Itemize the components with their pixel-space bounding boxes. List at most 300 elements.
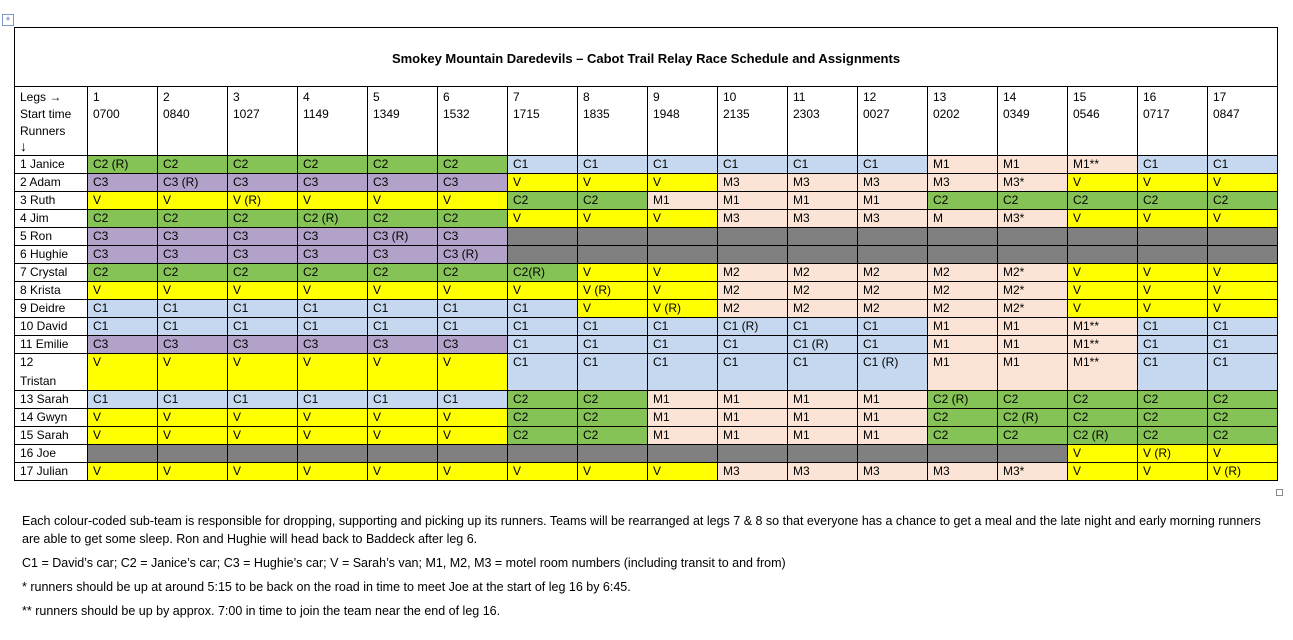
assignment-cell[interactable]: C3 bbox=[298, 174, 368, 192]
assignment-cell[interactable]: C1 bbox=[718, 156, 788, 174]
assignment-cell[interactable]: V bbox=[1068, 445, 1138, 463]
assignment-cell[interactable]: C1 bbox=[88, 318, 158, 336]
assignment-cell[interactable]: C2 bbox=[1208, 409, 1278, 427]
assignment-cell[interactable]: V bbox=[228, 427, 298, 445]
assignment-cell[interactable]: M1 bbox=[788, 409, 858, 427]
assignment-cell[interactable]: C3 bbox=[88, 336, 158, 354]
assignment-cell[interactable]: M2 bbox=[928, 264, 998, 282]
assignment-cell[interactable]: C1 bbox=[648, 156, 718, 174]
assignment-cell[interactable]: M1 bbox=[718, 391, 788, 409]
assignment-cell[interactable]: C2(R) bbox=[508, 264, 578, 282]
assignment-cell[interactable]: V bbox=[1068, 210, 1138, 228]
assignment-cell[interactable]: C2 bbox=[88, 210, 158, 228]
assignment-cell[interactable]: V bbox=[368, 427, 438, 445]
assignment-cell[interactable] bbox=[858, 228, 928, 246]
assignment-cell[interactable]: C2 bbox=[438, 210, 508, 228]
assignment-cell[interactable]: V bbox=[88, 282, 158, 300]
assignment-cell[interactable]: V bbox=[438, 409, 508, 427]
assignment-cell[interactable]: V bbox=[88, 427, 158, 445]
assignment-cell[interactable]: V bbox=[1208, 210, 1278, 228]
assignment-cell[interactable]: V bbox=[228, 354, 298, 391]
assignment-cell[interactable]: M3 bbox=[788, 463, 858, 481]
assignment-cell[interactable] bbox=[858, 445, 928, 463]
assignment-cell[interactable]: M2 bbox=[858, 300, 928, 318]
assignment-cell[interactable]: C2 bbox=[158, 264, 228, 282]
assignment-cell[interactable]: M3* bbox=[998, 463, 1068, 481]
assignment-cell[interactable]: M1** bbox=[1068, 336, 1138, 354]
assignment-cell[interactable]: M2 bbox=[858, 282, 928, 300]
assignment-cell[interactable]: C2 bbox=[1068, 192, 1138, 210]
assignment-cell[interactable]: M3 bbox=[718, 210, 788, 228]
assignment-cell[interactable]: M2 bbox=[788, 264, 858, 282]
assignment-cell[interactable]: C2 bbox=[508, 409, 578, 427]
assignment-cell[interactable]: C1 bbox=[1208, 336, 1278, 354]
assignment-cell[interactable]: M3 bbox=[928, 174, 998, 192]
assignment-cell[interactable]: V bbox=[1208, 282, 1278, 300]
assignment-cell[interactable]: V bbox=[438, 192, 508, 210]
assignment-cell[interactable]: C1 bbox=[788, 156, 858, 174]
assignment-cell[interactable]: M1 bbox=[928, 354, 998, 391]
assignment-cell[interactable]: C3 bbox=[228, 174, 298, 192]
assignment-cell[interactable]: M1 bbox=[788, 192, 858, 210]
assignment-cell[interactable]: V bbox=[298, 354, 368, 391]
assignment-cell[interactable]: C1 bbox=[158, 318, 228, 336]
assignment-cell[interactable]: C2 bbox=[508, 391, 578, 409]
assignment-cell[interactable]: V bbox=[438, 282, 508, 300]
assignment-cell[interactable]: C3 bbox=[298, 246, 368, 264]
assignment-cell[interactable]: M1 bbox=[998, 156, 1068, 174]
assignment-cell[interactable]: C3 bbox=[88, 228, 158, 246]
assignment-cell[interactable]: C2 bbox=[368, 156, 438, 174]
assignment-cell[interactable]: M2* bbox=[998, 282, 1068, 300]
assignment-cell[interactable]: V bbox=[88, 463, 158, 481]
assignment-cell[interactable]: C1 bbox=[858, 156, 928, 174]
assignment-cell[interactable]: V bbox=[88, 192, 158, 210]
assignment-cell[interactable]: C3 bbox=[228, 228, 298, 246]
assignment-cell[interactable]: M1 bbox=[788, 391, 858, 409]
assignment-cell[interactable]: V bbox=[158, 463, 228, 481]
assignment-cell[interactable]: C1 (R) bbox=[858, 354, 928, 391]
assignment-cell[interactable]: M1 bbox=[858, 391, 928, 409]
assignment-cell[interactable]: C2 (R) bbox=[88, 156, 158, 174]
assignment-cell[interactable] bbox=[788, 445, 858, 463]
assignment-cell[interactable] bbox=[1068, 228, 1138, 246]
assignment-cell[interactable] bbox=[998, 228, 1068, 246]
assignment-cell[interactable] bbox=[998, 246, 1068, 264]
assignment-cell[interactable] bbox=[1138, 246, 1208, 264]
assignment-cell[interactable]: M2 bbox=[788, 282, 858, 300]
assignment-cell[interactable]: C2 bbox=[1138, 192, 1208, 210]
runner-name-cell[interactable]: 14 Gwyn bbox=[15, 409, 88, 427]
assignment-cell[interactable]: V bbox=[648, 282, 718, 300]
assignment-cell[interactable]: C3 (R) bbox=[158, 174, 228, 192]
runner-name-cell[interactable]: 11 Emilie bbox=[15, 336, 88, 354]
runner-name-cell[interactable]: 15 Sarah bbox=[15, 427, 88, 445]
assignment-cell[interactable]: C3 bbox=[158, 228, 228, 246]
assignment-cell[interactable]: M2 bbox=[928, 282, 998, 300]
assignment-cell[interactable] bbox=[928, 246, 998, 264]
assignment-cell[interactable]: C3 (R) bbox=[438, 246, 508, 264]
assignment-cell[interactable]: V bbox=[508, 463, 578, 481]
assignment-cell[interactable]: C2 bbox=[1068, 409, 1138, 427]
assignment-cell[interactable] bbox=[858, 246, 928, 264]
assignment-cell[interactable]: V bbox=[368, 463, 438, 481]
assignment-cell[interactable]: M1 bbox=[858, 427, 928, 445]
assignment-cell[interactable]: C1 bbox=[1138, 156, 1208, 174]
assignment-cell[interactable] bbox=[578, 246, 648, 264]
assignment-cell[interactable] bbox=[1138, 228, 1208, 246]
assignment-cell[interactable]: M3 bbox=[928, 463, 998, 481]
assignment-cell[interactable]: C1 bbox=[578, 354, 648, 391]
assignment-cell[interactable] bbox=[438, 445, 508, 463]
runner-name-cell[interactable]: 5 Ron bbox=[15, 228, 88, 246]
assignment-cell[interactable]: V bbox=[648, 174, 718, 192]
assignment-cell[interactable]: C2 bbox=[298, 156, 368, 174]
assignment-cell[interactable] bbox=[298, 445, 368, 463]
assignment-cell[interactable]: V bbox=[368, 354, 438, 391]
assignment-cell[interactable]: M1** bbox=[1068, 156, 1138, 174]
assignment-cell[interactable]: C3 bbox=[88, 174, 158, 192]
assignment-cell[interactable]: V bbox=[438, 427, 508, 445]
assignment-cell[interactable]: C1 bbox=[508, 336, 578, 354]
assignment-cell[interactable]: V (R) bbox=[648, 300, 718, 318]
assignment-cell[interactable]: V bbox=[578, 210, 648, 228]
assignment-cell[interactable]: C3 bbox=[368, 336, 438, 354]
assignment-cell[interactable]: C2 bbox=[928, 427, 998, 445]
assignment-cell[interactable]: C1 bbox=[718, 336, 788, 354]
assignment-cell[interactable]: V bbox=[1208, 174, 1278, 192]
runner-name-cell[interactable]: 4 Jim bbox=[15, 210, 88, 228]
table-move-handle-icon[interactable]: + bbox=[2, 14, 14, 26]
assignment-cell[interactable]: M2 bbox=[788, 300, 858, 318]
assignment-cell[interactable] bbox=[508, 246, 578, 264]
assignment-cell[interactable]: V bbox=[438, 463, 508, 481]
assignment-cell[interactable]: V bbox=[158, 354, 228, 391]
assignment-cell[interactable]: V bbox=[508, 210, 578, 228]
assignment-cell[interactable]: C2 bbox=[998, 391, 1068, 409]
assignment-cell[interactable]: V bbox=[88, 409, 158, 427]
assignment-cell[interactable]: M3 bbox=[718, 174, 788, 192]
assignment-cell[interactable]: C1 bbox=[508, 318, 578, 336]
assignment-cell[interactable]: M1 bbox=[998, 336, 1068, 354]
assignment-cell[interactable]: V bbox=[578, 264, 648, 282]
assignment-cell[interactable]: C1 bbox=[88, 300, 158, 318]
assignment-cell[interactable]: C1 bbox=[228, 300, 298, 318]
assignment-cell[interactable]: C2 bbox=[1068, 391, 1138, 409]
assignment-cell[interactable]: V bbox=[158, 409, 228, 427]
assignment-cell[interactable]: C2 bbox=[1138, 427, 1208, 445]
assignment-cell[interactable]: V bbox=[298, 427, 368, 445]
assignment-cell[interactable] bbox=[718, 445, 788, 463]
assignment-cell[interactable]: V bbox=[1208, 300, 1278, 318]
assignment-cell[interactable]: C3 bbox=[438, 228, 508, 246]
assignment-cell[interactable]: C3 bbox=[368, 246, 438, 264]
assignment-cell[interactable]: V bbox=[1138, 300, 1208, 318]
assignment-cell[interactable]: M2* bbox=[998, 264, 1068, 282]
assignment-cell[interactable] bbox=[508, 228, 578, 246]
assignment-cell[interactable] bbox=[718, 246, 788, 264]
runner-name-cell[interactable]: 13 Sarah bbox=[15, 391, 88, 409]
assignment-cell[interactable]: V (R) bbox=[228, 192, 298, 210]
runner-name-cell[interactable] bbox=[15, 354, 88, 391]
assignment-cell[interactable]: M1 bbox=[858, 409, 928, 427]
assignment-cell[interactable] bbox=[578, 445, 648, 463]
assignment-cell[interactable]: C1 bbox=[298, 391, 368, 409]
runner-name-cell[interactable]: 1 Janice bbox=[15, 156, 88, 174]
assignment-cell[interactable]: C1 bbox=[438, 300, 508, 318]
assignment-cell[interactable]: C2 bbox=[298, 264, 368, 282]
assignment-cell[interactable]: M1 bbox=[648, 391, 718, 409]
assignment-cell[interactable]: M2 bbox=[718, 282, 788, 300]
assignment-cell[interactable]: V (R) bbox=[578, 282, 648, 300]
assignment-cell[interactable] bbox=[788, 228, 858, 246]
assignment-cell[interactable]: C2 bbox=[998, 192, 1068, 210]
assignment-cell[interactable]: V bbox=[648, 210, 718, 228]
assignment-cell[interactable]: M2* bbox=[998, 300, 1068, 318]
assignment-cell[interactable]: V bbox=[298, 192, 368, 210]
assignment-cell[interactable]: V bbox=[578, 463, 648, 481]
assignment-cell[interactable]: C1 bbox=[228, 391, 298, 409]
assignment-cell[interactable]: C2 bbox=[1208, 391, 1278, 409]
assignment-cell[interactable]: M3 bbox=[858, 463, 928, 481]
assignment-cell[interactable]: M1 bbox=[718, 192, 788, 210]
assignment-cell[interactable]: M3 bbox=[858, 174, 928, 192]
assignment-cell[interactable] bbox=[648, 228, 718, 246]
assignment-cell[interactable] bbox=[228, 445, 298, 463]
assignment-cell[interactable]: C1 bbox=[578, 318, 648, 336]
assignment-cell[interactable]: M1 bbox=[858, 192, 928, 210]
assignment-cell[interactable]: C1 bbox=[508, 156, 578, 174]
assignment-cell[interactable]: C1 bbox=[1138, 318, 1208, 336]
assignment-cell[interactable]: C1 bbox=[578, 336, 648, 354]
assignment-cell[interactable] bbox=[88, 445, 158, 463]
assignment-cell[interactable]: M3 bbox=[788, 210, 858, 228]
assignment-cell[interactable]: M1 bbox=[718, 427, 788, 445]
assignment-cell[interactable]: V (R) bbox=[1208, 463, 1278, 481]
assignment-cell[interactable]: V bbox=[648, 463, 718, 481]
assignment-cell[interactable]: C2 bbox=[228, 264, 298, 282]
assignment-cell[interactable]: C2 bbox=[158, 210, 228, 228]
assignment-cell[interactable]: V bbox=[228, 463, 298, 481]
runner-name-cell[interactable]: 6 Hughie bbox=[15, 246, 88, 264]
assignment-cell[interactable]: M1 bbox=[928, 336, 998, 354]
assignment-cell[interactable] bbox=[648, 246, 718, 264]
assignment-cell[interactable]: C1 bbox=[648, 336, 718, 354]
assignment-cell[interactable]: M3* bbox=[998, 210, 1068, 228]
assignment-cell[interactable]: V bbox=[1138, 282, 1208, 300]
assignment-cell[interactable]: M2 bbox=[928, 300, 998, 318]
runner-name-cell[interactable]: 10 David bbox=[15, 318, 88, 336]
assignment-cell[interactable]: M1 bbox=[998, 354, 1068, 391]
assignment-cell[interactable]: C1 bbox=[648, 318, 718, 336]
assignment-cell[interactable]: V bbox=[1068, 300, 1138, 318]
assignment-cell[interactable]: C1 bbox=[438, 391, 508, 409]
runner-name-cell[interactable]: 7 Crystal bbox=[15, 264, 88, 282]
assignment-cell[interactable]: C1 (R) bbox=[788, 336, 858, 354]
runner-name-cell[interactable]: 16 Joe bbox=[15, 445, 88, 463]
assignment-cell[interactable]: C1 bbox=[158, 391, 228, 409]
assignment-cell[interactable]: M1** bbox=[1068, 354, 1138, 391]
assignment-cell[interactable]: C3 bbox=[158, 246, 228, 264]
assignment-cell[interactable]: M1 bbox=[718, 409, 788, 427]
assignment-cell[interactable]: V bbox=[158, 282, 228, 300]
assignment-cell[interactable]: C2 bbox=[578, 391, 648, 409]
assignment-cell[interactable]: M1** bbox=[1068, 318, 1138, 336]
assignment-cell[interactable]: M1 bbox=[998, 318, 1068, 336]
assignment-cell[interactable]: C2 bbox=[1208, 427, 1278, 445]
assignment-cell[interactable]: V bbox=[1068, 264, 1138, 282]
assignment-cell[interactable]: C2 bbox=[438, 156, 508, 174]
assignment-cell[interactable]: M1 bbox=[928, 156, 998, 174]
assignment-cell[interactable]: C1 bbox=[1208, 354, 1278, 391]
assignment-cell[interactable]: C2 bbox=[578, 192, 648, 210]
assignment-cell[interactable]: M bbox=[928, 210, 998, 228]
assignment-cell[interactable]: C1 bbox=[858, 336, 928, 354]
assignment-cell[interactable]: C3 bbox=[438, 174, 508, 192]
assignment-cell[interactable]: V bbox=[1138, 463, 1208, 481]
assignment-cell[interactable] bbox=[1208, 228, 1278, 246]
assignment-cell[interactable]: C2 (R) bbox=[998, 409, 1068, 427]
assignment-cell[interactable]: V bbox=[648, 264, 718, 282]
assignment-cell[interactable]: V bbox=[1068, 463, 1138, 481]
assignment-cell[interactable]: V (R) bbox=[1138, 445, 1208, 463]
assignment-cell[interactable]: V bbox=[578, 300, 648, 318]
assignment-cell[interactable]: C2 (R) bbox=[1068, 427, 1138, 445]
assignment-cell[interactable]: C3 bbox=[298, 336, 368, 354]
assignment-cell[interactable]: C1 bbox=[438, 318, 508, 336]
assignment-cell[interactable]: C1 bbox=[1138, 336, 1208, 354]
assignment-cell[interactable]: V bbox=[508, 282, 578, 300]
assignment-cell[interactable]: V bbox=[158, 192, 228, 210]
assignment-cell[interactable]: C2 bbox=[1138, 409, 1208, 427]
runner-name-cell[interactable]: 17 Julian bbox=[15, 463, 88, 481]
assignment-cell[interactable]: C1 bbox=[718, 354, 788, 391]
table-resize-handle[interactable] bbox=[1276, 489, 1283, 496]
assignment-cell[interactable]: C1 bbox=[368, 300, 438, 318]
assignment-cell[interactable]: C1 bbox=[648, 354, 718, 391]
assignment-cell[interactable] bbox=[508, 445, 578, 463]
assignment-cell[interactable]: C2 bbox=[228, 210, 298, 228]
assignment-cell[interactable]: C1 bbox=[158, 300, 228, 318]
assignment-cell[interactable]: V bbox=[1208, 445, 1278, 463]
assignment-cell[interactable]: C2 bbox=[508, 427, 578, 445]
assignment-cell[interactable]: V bbox=[228, 409, 298, 427]
assignment-cell[interactable]: C1 bbox=[578, 156, 648, 174]
assignment-cell[interactable] bbox=[578, 228, 648, 246]
assignment-cell[interactable]: C3 bbox=[228, 246, 298, 264]
assignment-cell[interactable]: V bbox=[438, 354, 508, 391]
assignment-cell[interactable]: C2 bbox=[508, 192, 578, 210]
assignment-cell[interactable]: M2 bbox=[718, 300, 788, 318]
assignment-cell[interactable]: C3 bbox=[228, 336, 298, 354]
assignment-cell[interactable]: V bbox=[1208, 264, 1278, 282]
assignment-cell[interactable]: C1 bbox=[788, 354, 858, 391]
assignment-cell[interactable]: C3 bbox=[88, 246, 158, 264]
assignment-cell[interactable]: M1 bbox=[648, 192, 718, 210]
assignment-cell[interactable]: C1 bbox=[858, 318, 928, 336]
assignment-cell[interactable]: C1 bbox=[368, 318, 438, 336]
assignment-cell[interactable]: C3 bbox=[438, 336, 508, 354]
assignment-cell[interactable]: V bbox=[1138, 264, 1208, 282]
assignment-cell[interactable]: C1 bbox=[228, 318, 298, 336]
assignment-cell[interactable]: V bbox=[368, 409, 438, 427]
assignment-cell[interactable] bbox=[998, 445, 1068, 463]
assignment-cell[interactable]: V bbox=[1138, 210, 1208, 228]
assignment-cell[interactable]: M2 bbox=[718, 264, 788, 282]
assignment-cell[interactable]: C3 (R) bbox=[368, 228, 438, 246]
assignment-cell[interactable]: C1 (R) bbox=[718, 318, 788, 336]
assignment-cell[interactable]: M3 bbox=[718, 463, 788, 481]
assignment-cell[interactable]: C1 bbox=[88, 391, 158, 409]
assignment-cell[interactable] bbox=[928, 445, 998, 463]
assignment-cell[interactable]: M3 bbox=[858, 210, 928, 228]
assignment-cell[interactable]: C2 bbox=[368, 264, 438, 282]
assignment-cell[interactable] bbox=[928, 228, 998, 246]
assignment-cell[interactable]: M3* bbox=[998, 174, 1068, 192]
assignment-cell[interactable] bbox=[368, 445, 438, 463]
assignment-cell[interactable]: C2 bbox=[578, 427, 648, 445]
assignment-cell[interactable]: V bbox=[368, 192, 438, 210]
assignment-cell[interactable]: C2 bbox=[1208, 192, 1278, 210]
assignment-cell[interactable]: C2 bbox=[88, 264, 158, 282]
assignment-cell[interactable]: C3 bbox=[368, 174, 438, 192]
assignment-cell[interactable] bbox=[718, 228, 788, 246]
assignment-cell[interactable]: V bbox=[298, 282, 368, 300]
assignment-cell[interactable]: M2 bbox=[858, 264, 928, 282]
assignment-cell[interactable]: V bbox=[368, 282, 438, 300]
assignment-cell[interactable]: C2 bbox=[438, 264, 508, 282]
assignment-cell[interactable]: C2 bbox=[928, 409, 998, 427]
assignment-cell[interactable]: C2 bbox=[998, 427, 1068, 445]
assignment-cell[interactable]: C2 (R) bbox=[298, 210, 368, 228]
assignment-cell[interactable]: V bbox=[1068, 282, 1138, 300]
assignment-cell[interactable] bbox=[1208, 246, 1278, 264]
assignment-cell[interactable]: C1 bbox=[298, 318, 368, 336]
runner-name-cell[interactable]: 9 Deidre bbox=[15, 300, 88, 318]
assignment-cell[interactable]: M1 bbox=[788, 427, 858, 445]
assignment-cell[interactable]: C1 bbox=[298, 300, 368, 318]
assignment-cell[interactable]: C3 bbox=[158, 336, 228, 354]
assignment-cell[interactable]: V bbox=[298, 463, 368, 481]
assignment-cell[interactable]: C1 bbox=[508, 354, 578, 391]
assignment-cell[interactable]: C1 bbox=[1138, 354, 1208, 391]
assignment-cell[interactable]: C2 (R) bbox=[928, 391, 998, 409]
assignment-cell[interactable]: C3 bbox=[298, 228, 368, 246]
assignment-cell[interactable]: M1 bbox=[928, 318, 998, 336]
assignment-cell[interactable] bbox=[648, 445, 718, 463]
assignment-cell[interactable]: V bbox=[158, 427, 228, 445]
assignment-cell[interactable]: V bbox=[1068, 174, 1138, 192]
runner-name-cell[interactable]: 2 Adam bbox=[15, 174, 88, 192]
assignment-cell[interactable]: V bbox=[508, 174, 578, 192]
assignment-cell[interactable]: V bbox=[298, 409, 368, 427]
assignment-cell[interactable]: V bbox=[1138, 174, 1208, 192]
runner-name-cell[interactable]: 3 Ruth bbox=[15, 192, 88, 210]
assignment-cell[interactable]: C1 bbox=[1208, 156, 1278, 174]
assignment-cell[interactable]: C1 bbox=[788, 318, 858, 336]
assignment-cell[interactable] bbox=[1068, 246, 1138, 264]
assignment-cell[interactable]: C1 bbox=[508, 300, 578, 318]
assignment-cell[interactable]: M1 bbox=[648, 427, 718, 445]
assignment-cell[interactable]: M3 bbox=[788, 174, 858, 192]
assignment-cell[interactable]: M1 bbox=[648, 409, 718, 427]
assignment-cell[interactable] bbox=[158, 445, 228, 463]
assignment-cell[interactable] bbox=[788, 246, 858, 264]
assignment-cell[interactable]: C2 bbox=[1138, 391, 1208, 409]
assignment-cell[interactable]: V bbox=[88, 354, 158, 391]
assignment-cell[interactable]: C2 bbox=[158, 156, 228, 174]
assignment-cell[interactable]: C1 bbox=[1208, 318, 1278, 336]
